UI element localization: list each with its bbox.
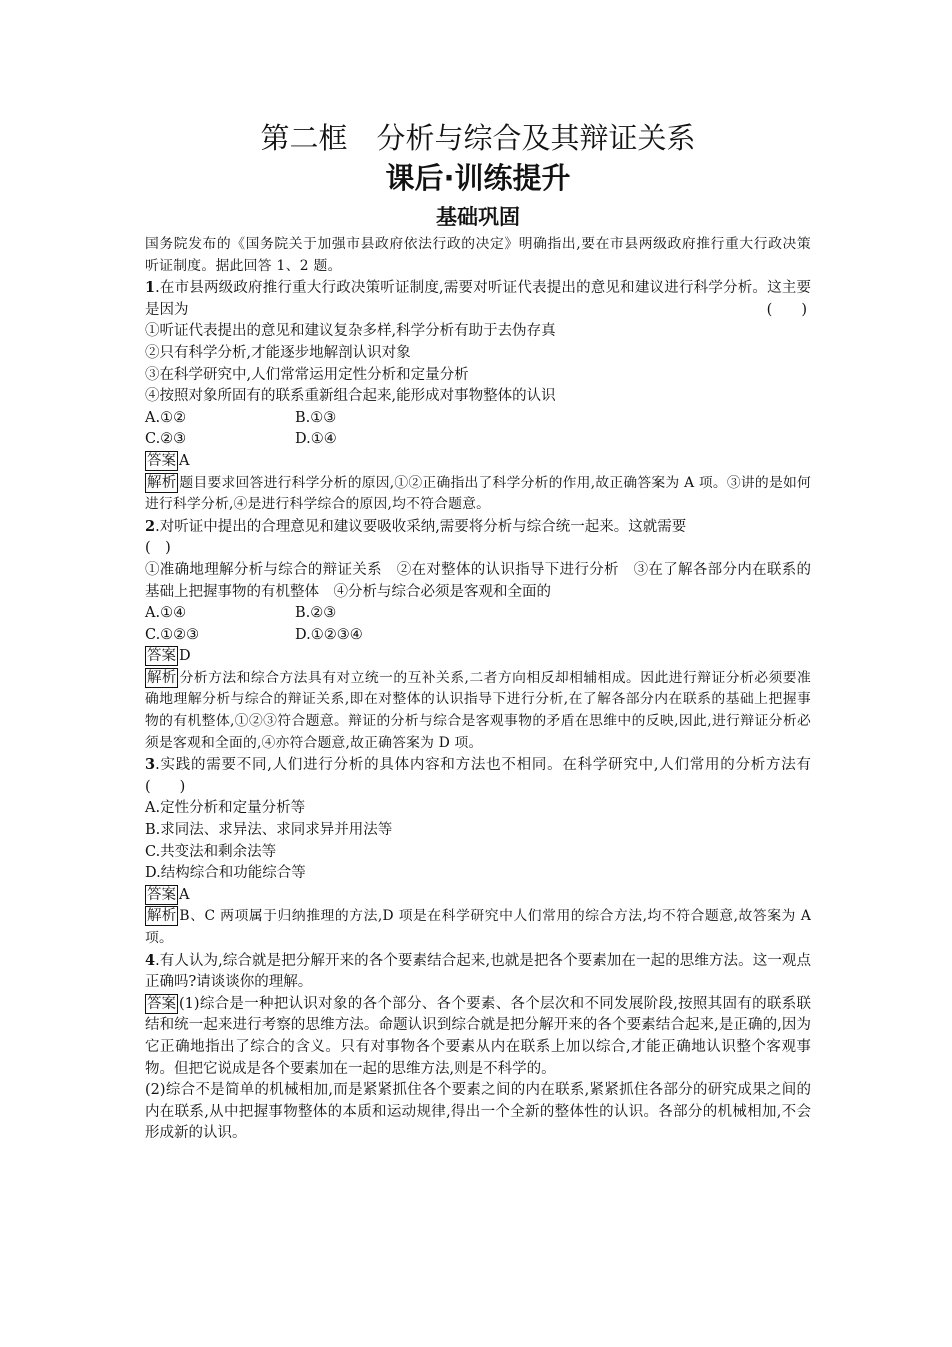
statement-items: ①准确地理解分析与综合的辩证关系 ②在对整体的认识指导下进行分析 ③在了解各部分内在联系的基础上把握事物的有机整体 ④分析与综合必须是客观和全面的 — [145, 561, 811, 600]
analysis-text: 题目要求回答进行科学分析的原因,①②正确指出了科学分析的作用,故正确答案为 A 项。③讲的是如何进行科学分析,④是进行科学综合的原因,均不符合题意。 — [145, 474, 811, 513]
question-2 — [145, 516, 811, 755]
answer-blank: ( ) — [145, 540, 171, 557]
answer-line — [145, 451, 811, 473]
question-stem: 1.在市县两级政府推行重大行政决策听证制度,需要对听证代表提出的意见和建议进行科学分析。这主要是因为 ( ) — [145, 277, 811, 321]
analysis-line — [145, 668, 811, 754]
option-a: A.①② — [145, 409, 187, 426]
option-c: C.②③ — [145, 431, 187, 448]
answer-tag: 答案 — [147, 452, 176, 469]
option-d: D.①④ — [295, 431, 337, 448]
question-4 — [145, 950, 811, 1145]
answer-paragraph-2: (2)综合不是简单的机械相加,而是紧紧抓住各个要素之间的内在联系,紧紧抓住各部分的研究成果之间的内在联系,从中把握事物整体的本质和运动规律,得出一个全新的整体性的认识。各部分的机械相加,不会形成新的认识。 — [145, 1082, 811, 1142]
option-row — [145, 408, 811, 430]
option-d: D.结构综合和功能综合等 — [145, 865, 306, 882]
intro-text: 国务院发布的《国务院关于加强市县政府依法行政的决定》明确指出,要在市县两级政府推行重大行政决策听证制度。据此回答 1、2 题。 — [145, 236, 811, 274]
analysis-text: B、C 两项属于归纳推理的方法,D 项是在科学研究中人们常用的综合方法,均不符合题意,故答案为 A 项。 — [145, 908, 811, 946]
statement-item: ②只有科学分析,才能逐步地解剖认识对象 — [145, 344, 411, 361]
question-stem: 3.实践的需要不同,人们进行分析的具体内容和方法也不相同。在科学研究中,人们常用的分析方法有( ) — [145, 756, 811, 795]
question-stem: 2.对听证中提出的合理意见和建议要吸收采纳,需要将分析与综合统一起来。这就需要 — [145, 517, 687, 535]
answer-tag: 答案 — [147, 886, 176, 903]
page-title: 第二框 分析与综合及其辩证关系 — [260, 121, 696, 155]
analysis-line — [145, 473, 811, 516]
question-number: 2 — [145, 517, 156, 535]
answer-tag: 答案 — [147, 648, 176, 665]
page-subtitle: 课后·训练提升 — [385, 161, 571, 195]
analysis-tag: 解析 — [147, 908, 177, 925]
document-page — [145, 118, 811, 1145]
option-b: B.求同法、求异法、求同求异并用法等 — [145, 822, 393, 839]
answer-paragraph-1: (1)综合是一种把认识对象的各个部分、各个要素、各个层次和不同发展阶段,按照其固有的联系联结和统一起来进行考察的思维方法。命题认识到综合就是把分解开来的各个要素结合起来,是正确的,因为它正确地指出了综合的含义。只有对事物各个要素从内在联系上加以综合,才能正确地认识整个客观事物。但把它说成是各个要素加在一起的思维方法,则是不科学的。 — [145, 995, 811, 1077]
question-number: 1 — [145, 279, 156, 297]
analysis-line — [145, 906, 811, 949]
option-c: C.共变法和剩余法等 — [145, 843, 277, 860]
answer-blank: ( ) — [766, 301, 807, 318]
answer-value: A — [179, 452, 190, 469]
question-number: 3 — [145, 756, 156, 774]
answer-line — [145, 646, 811, 668]
answer-value: D — [179, 648, 191, 665]
analysis-text: 分析方法和综合方法具有对立统一的互补关系,二者方向相反却相辅相成。因此进行辩证分析必须要准确地理解分析与综合的辩证关系,即在对整体的认识指导下进行分析,在了解各部分内在联系的基础上把握事物的有机整体,①②③符合题意。辩证的分析与综合是客观事物的矛盾在思维中的反映,因此,进行辩证分析必须是客观和全面的,④亦符合题意,故正确答案为 D 项。 — [145, 669, 811, 751]
option-row — [145, 603, 811, 625]
option-c: C.①②③ — [145, 626, 200, 643]
analysis-tag: 解析 — [147, 474, 177, 491]
analysis-tag: 解析 — [147, 669, 177, 686]
option-d: D.①②③④ — [295, 626, 363, 643]
option-row — [145, 625, 811, 647]
section-heading: 基础巩固 — [436, 205, 520, 229]
option-a: A.①④ — [145, 605, 187, 622]
statement-item: ①听证代表提出的意见和建议复杂多样,科学分析有助于去伪存真 — [145, 323, 556, 340]
answer-value: A — [179, 886, 190, 903]
option-b: B.②③ — [295, 605, 337, 622]
option-row — [145, 429, 811, 451]
answer-line — [145, 994, 811, 1080]
question-1 — [145, 277, 811, 516]
option-a: A.定性分析和定量分析等 — [145, 800, 306, 817]
statement-item: ③在科学研究中,人们常常运用定性分析和定量分析 — [145, 366, 469, 383]
answer-line — [145, 885, 811, 907]
question-stem: 4.有人认为,综合就是把分解开来的各个要素结合起来,也就是把各个要素加在一起的思维方法。这一观点正确吗?请谈谈你的理解。 — [145, 951, 811, 991]
question-3 — [145, 754, 811, 949]
statement-item: ④按照对象所固有的联系重新组合起来,能形成对事物整体的认识 — [145, 388, 556, 405]
option-b: B.①③ — [295, 409, 337, 426]
answer-tag: 答案 — [147, 995, 176, 1012]
question-number: 4 — [145, 951, 156, 969]
